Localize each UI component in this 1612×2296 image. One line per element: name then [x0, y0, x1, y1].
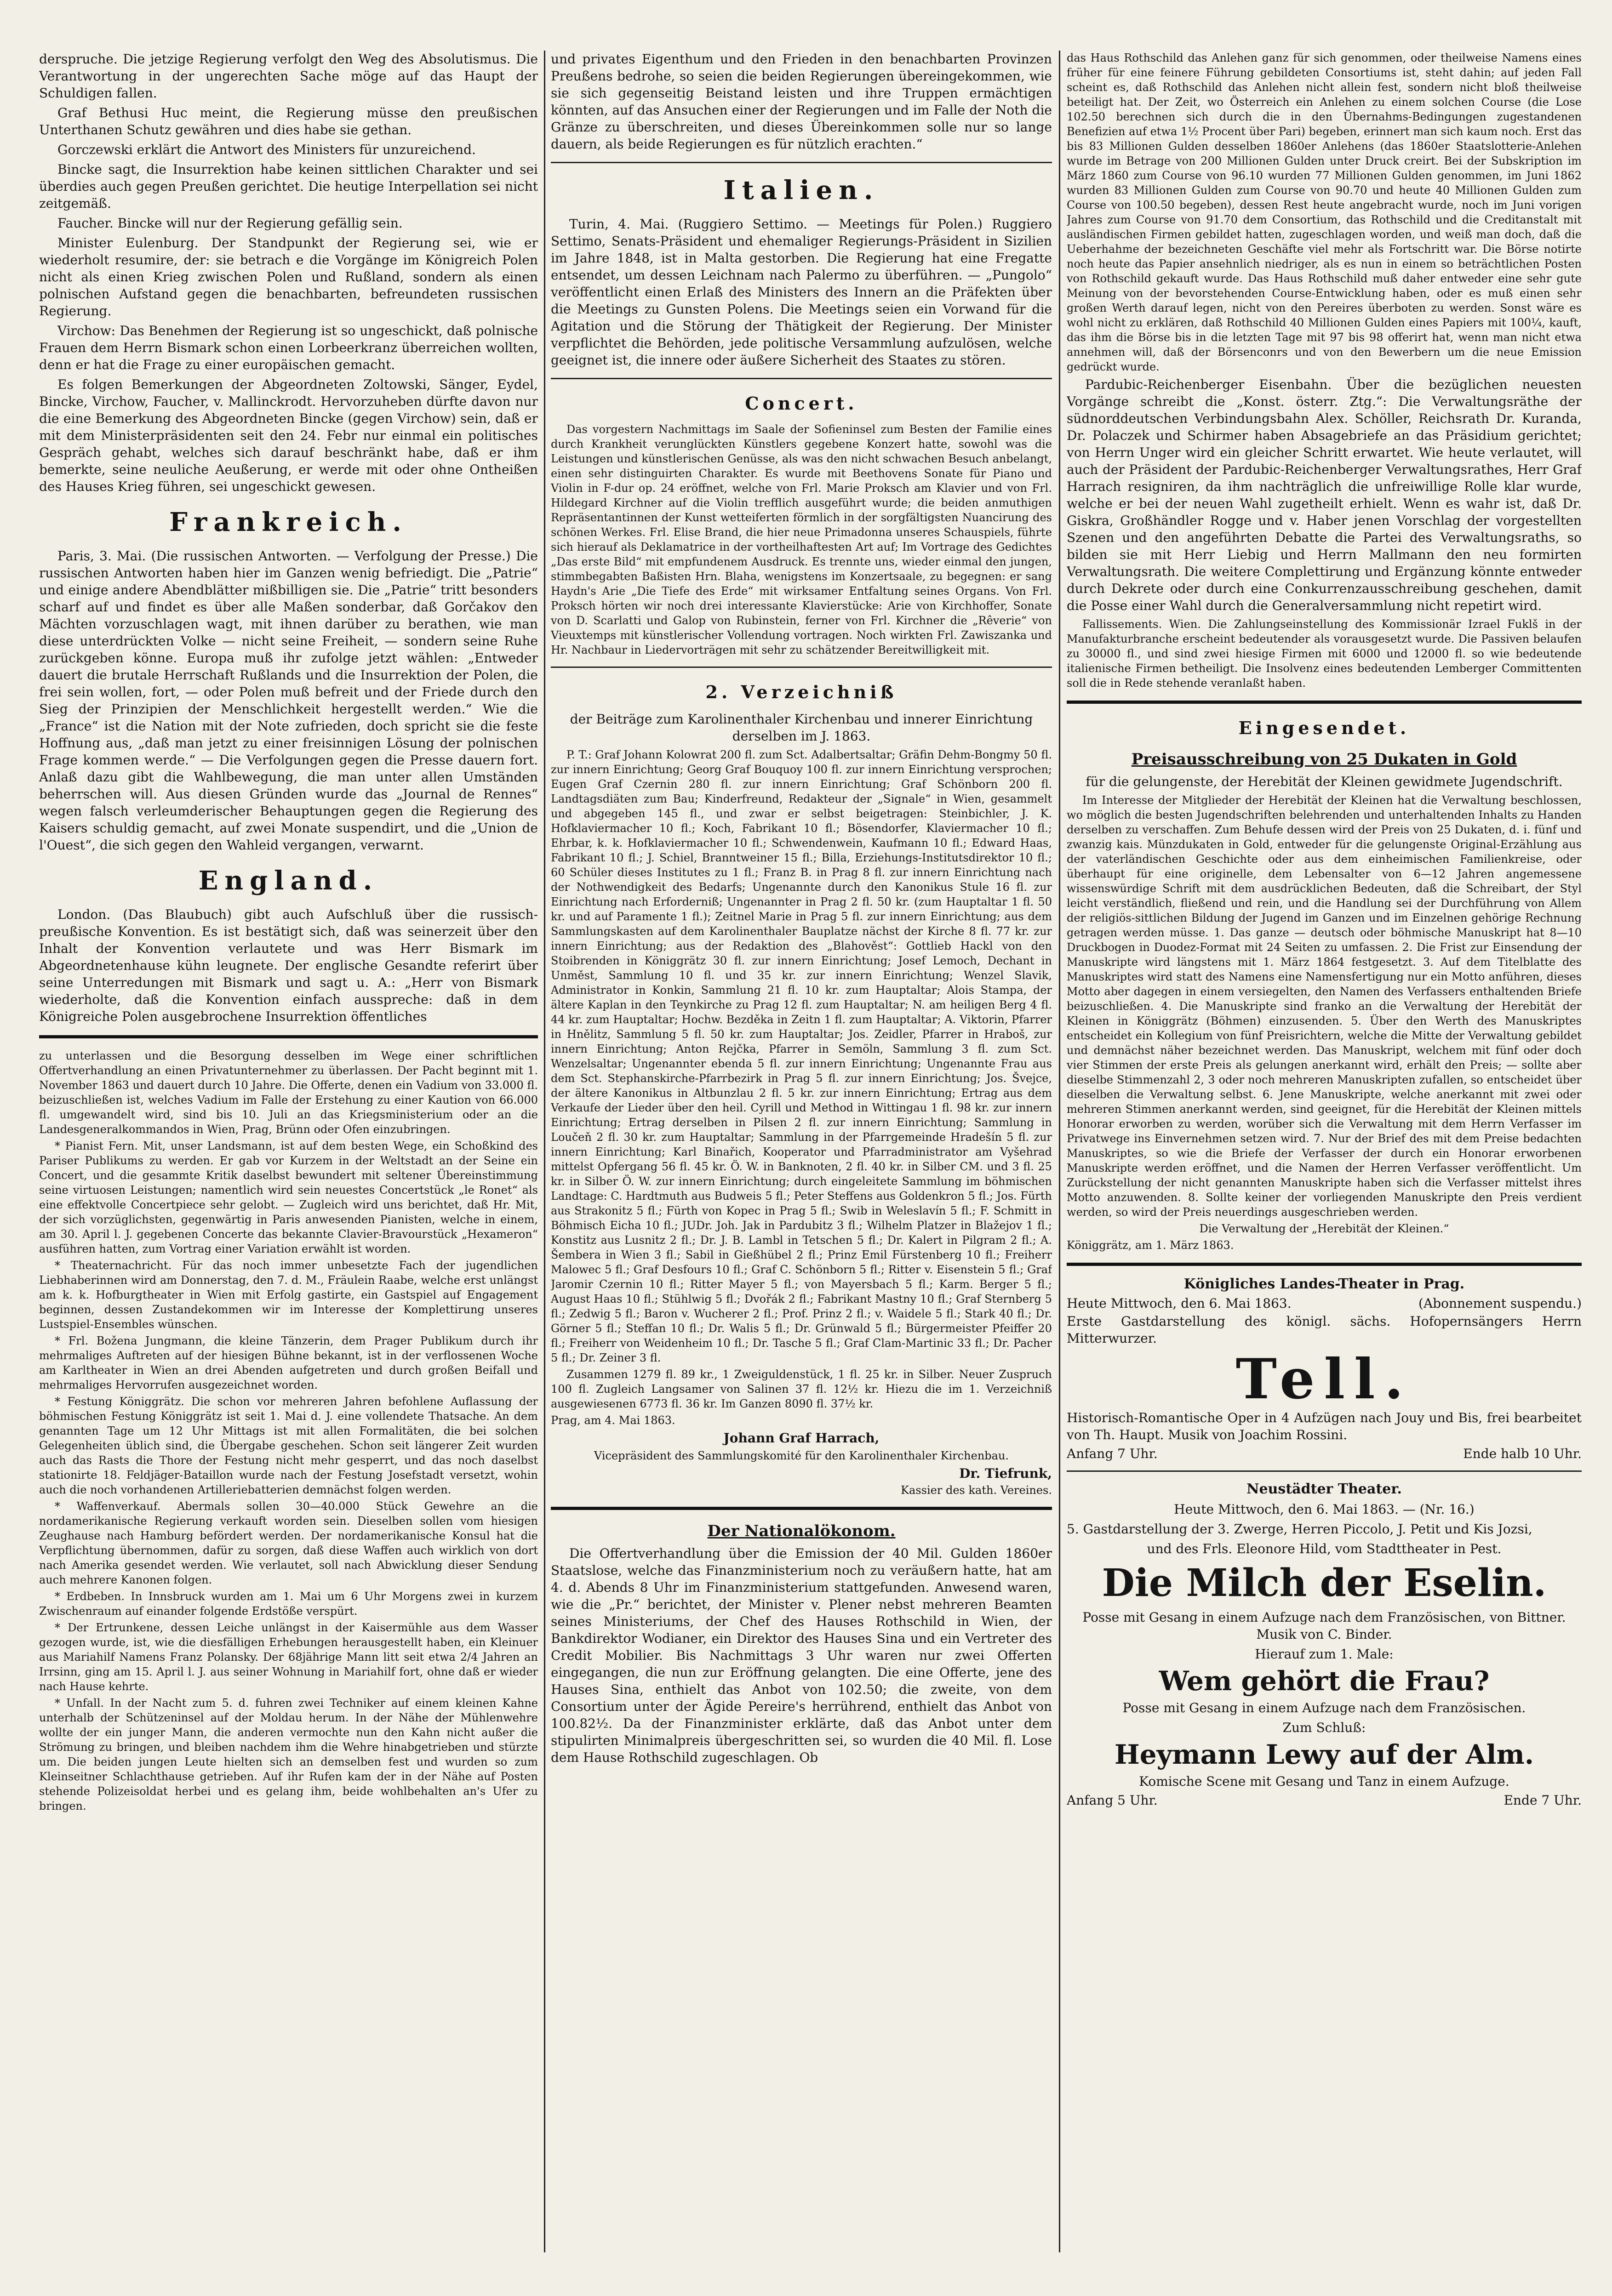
play-description: Posse mit Gesang in einem Aufzuge nach dem Französischen.	[1122, 1700, 1526, 1715]
theater-date: Heute Mittwoch, den 6. Mai 1863.	[1067, 1296, 1292, 1311]
section-heading-italien: Italien.	[723, 175, 880, 205]
theater-date: Heute Mittwoch, den 6. Mai 1863. — (Nr. 16.)	[1174, 1502, 1475, 1517]
news-item: * Theaternachricht. Für das noch immer unbesetzte Fach der jugendlichen Liebhaberinnen wird am Donnerstag, den 7. d. M., Fräulein Raabe, welche erst unlängst am k. k. Hofburgtheater in Wien mit Erfolg gastirte, ein Gastspiel auf Engagement beginnen, dessen Zustandekommen wir im Interesse der Komplettirung unseres Lustspiel-Ensembles wünschen.	[39, 1259, 538, 1331]
news-item: * Der Ertrunkene, dessen Leiche unlängst in der Kaisermühle aus dem Wasser gezogen wurde, ist, wie die diesfälligen Erhebungen herausgestellt haben, ein Kleinuer aus Mariahilf Namens Franz Polansky. Der 68jährige Mann litt seit etwa 2/4 Jahren an Irrsinn, ging am 15. April l. J. aus seiner Wohnung in Mariahilf fort, ohne daß er wieder nach Hause kehrte.	[39, 1621, 538, 1693]
paragraph: Gorczewski erklärt die Antwort des Ministers für unzureichend.	[57, 142, 476, 157]
divider	[551, 162, 1052, 163]
date-line: Königgrätz, am 1. März 1863.	[1067, 1239, 1234, 1252]
section-heading-frankreich: Frankreich.	[169, 507, 408, 537]
end-time: Ende halb 10 Uhr.	[1463, 1446, 1582, 1461]
section-divider	[1067, 1263, 1582, 1266]
signature-role: Vicepräsident des Sammlungskomité für den Karolinenthaler Kirchenbau.	[594, 1449, 1009, 1462]
paragraph: und privates Eigenthum und den Frieden in den benachbarten Provinzen Preußens bedrohe, so seien die beiden Regierungen übereingekommen, wie sie sich gegenseitig Beistand leisten und ihre Truppen ermächtigen könnten, auf das Ansuchen einer der Regierungen und im Falle der Noth die Gränze zu überschreiten, und dieses Übereinkommen solle nur so lange dauern, als beide Regierungen es für nützlich erachten.“	[551, 51, 1052, 152]
paragraph: Minister Eulenburg. Der Standpunkt der Regierung sei, wie er wiederholt resumire, der: sie betrach e die Vorgänge im Königreich Polen nicht als einen Krieg zwischen Polen und Rußland, sondern als einen polnischen Aufstand gegen die benachbarten, befreundeten russischen Regierung.	[39, 235, 538, 319]
column-2	[551, 51, 1052, 2252]
paragraph: Fallissements. Wien. Die Zahlungseinstellung des Kommissionär Izrael Fuklš in der Manufakturbranche erscheint bedeutender als vorausgesetzt wurde. Die Passiven belaufen zu 30000 fl., und sind zwei hiesige Firmen mit 6000 und 12000 fl. so wie bedeutende italienische Firmen betheiligt. Die Insolvenz eines bedeutenden Lemberger Committenten soll die in Rede stehende veranlaßt haben.	[1067, 618, 1582, 689]
time-row	[1067, 1446, 1582, 1461]
abonnement-note: (Abonnement suspendu.)	[1418, 1296, 1582, 1311]
section-divider	[39, 1035, 538, 1038]
prize-subtitle: für die gelungenste, der Herebität der Kleinen gewidmete Jugendschrift.	[1086, 774, 1563, 789]
paragraph: Virchow: Das Benehmen der Regierung ist so ungeschickt, daß polnische Frauen dem Herrn Bismark schon einen Lorbeerkranz überreichen wollten, denn er hat die Frage zu einer europäischen gemacht.	[39, 323, 538, 372]
section-divider	[1067, 701, 1582, 704]
news-item: * Waffenverkauf. Abermals sollen 30—40.000 Stück Gewehre an die nordamerikanische Regierung verkauft worden sein. Dieselben sollen vom hiesigen Zeughause nach Hamburg befördert werden. Der nordamerikanische Konsul hat die Verpflichtung übernommen, dafür zu sorgen, daß diese Waffen auch wirklich von dort nach Amerika gesendet werden. Wie verlautet, soll nach Abwicklung dieser Sendung auch mehrere Kanonen folgen.	[39, 1500, 538, 1586]
section-heading-concert: Concert.	[745, 393, 858, 414]
section-heading-england: England.	[198, 866, 379, 896]
guest-line: 5. Gastdarstellung der 3. Zwerge, Herren Piccolo, J. Petit und Kis Jozsi,	[1067, 1521, 1532, 1537]
paragraph: Das vorgestern Nachmittags im Saale der Sofieninsel zum Besten der Familie eines durch Krankheit verunglückten Künstlers gegebene Konzert hatte, sowohl was die Leistungen und künstlerischen Genüsse, als was den nicht schwachen Besuch anbelangt, einen sehr distinguirten Charakter. Es wurde mit Beethovens Sonate für Piano und Violin in F-dur op. 24 eröffnet, welche von Frl. Marie Proksch am Klavier und von Frl. Hildegard Kirchner auf die Violin trefflich ausgeführt wurde; die beiden anmuthigen Repräsentantinnen der Kunst wetteiferten förmlich in der sorgfältigsten Nuancirung des schönen Werkes. Frl. Elise Brand, die hier neue Primadonna unseres Schauspiels, führte sich hierauf als Deklamatrice in der vortheilhaftesten Art auf; Im Vortrage des Gedichtes „Das erste Bild“ mit empfundenem Ausdruck. Es trennte uns, wieder einmal den jungen, stimmbegabten Baßisten Hrn. Blaha, wenigstens im Konzertsaale, zu begegnen: er sang Haydn's Arie „Die Tiefe des Erde“ mit wirksamer Entfaltung seines Organs. Von Frl. Proksch hörten wir noch drei interessante Klavierstücke: Arie von Kirchhoffer, Sonate von D. Scarlatti und Galop von Rubinstein, ferner von Frl. Kirchner die „Rêverie“ von Vieuxtemps mit künstlerischer Vollendung vortragen. Noch wirkten Frl. Zawiszanka und Hr. Nachbaur in Liedervorträgen mit sehr zu schätzender Bereitwilligkeit mit.	[551, 423, 1052, 656]
news-item: zu unterlassen und die Besorgung desselben im Wege einer schriftlichen Offertverhandlung an einen Privatunternehmer zu überlassen. Der Pacht beginnt mit 1. November 1863 und dauert durch 10 Jahre. Die Offerte, denen ein Vadium von 33.000 fl. beizuschließen ist, welches Vadium im Falle der Erstehung zu einer Kaution von 66.000 fl. umgewandelt wird, sind bis 10. Juli an das Kriegsministerium oder an die Landesgeneralkommandos in Wien, Prag, Brünn oder Ofen einzubringen.	[39, 1049, 538, 1136]
divider	[551, 667, 1052, 668]
paragraph: Graf Bethusi Huc meint, die Regierung müsse den preußischen Unterthanen Schutz gewähren und dies habe sie gethan.	[39, 105, 538, 137]
date-line: Prag, am 4. Mai 1863.	[551, 1414, 675, 1427]
column-rule	[544, 51, 545, 2252]
paragraph: Es folgen Bemerkungen der Abgeordneten Zoltowski, Sänger, Eydel, Bincke, Virchow, Faucher, v. Mallinckrodt. Hervorzuheben dürfte davon nur die eine Bemerkung des Abgeordneten Bincke (gegen Virchow) sein, daß er mit dem Ministerpräsidenten seit den 24. Febr nur einmal ein politisches Gespräch gehabt, welches sich darauf beschränkt habe, daß er ihm bemerkte, seine neuliche Aeußerung, er werde mit oder ohne Ontheißen des Hauses Krieg führen, sei ungeschickt gewesen.	[39, 377, 538, 494]
column-3	[1067, 51, 1582, 2252]
play-title: Tell.	[1235, 1347, 1413, 1412]
news-item: * Frl. Božena Jungmann, die kleine Tänzerin, dem Prager Publikum durch ihr mehrmaliges Auftreten auf der hiesigen Bühne bekannt, ist in der verflossenen Woche am Karltheater in Wien an drei Abenden aufgetreten und durch großen Beifall und mehrmaliges Hervorrufen ausgezeichnet worden.	[39, 1334, 538, 1391]
guest-line: und des Frls. Eleonore Hild, vom Stadttheater in Pest.	[1147, 1541, 1502, 1556]
theater-heading: Königliches Landes-Theater in Prag.	[1183, 1276, 1465, 1292]
paragraph: derspruche. Die jetzige Regierung verfolgt den Weg des Absolutismus. Die Verantwortung in der ungerechten Sache möge auf das Haupt der Schuldigen fallen.	[39, 51, 538, 101]
program-note: Zum Schluß:	[1282, 1720, 1366, 1735]
play-description: Historisch-Romantische Oper in 4 Aufzügen nach Jouy und Bis, frei bearbeitet von Th. Haupt. Musik von Joachim Rossini.	[1067, 1410, 1582, 1442]
section-heading-national: Der Nationalökonom.	[707, 1522, 896, 1540]
section-divider	[551, 1507, 1052, 1510]
start-time: Anfang 5 Uhr.	[1067, 1793, 1158, 1808]
play-title: Wem gehört die Frau?	[1159, 1665, 1490, 1697]
theater-date-row	[1067, 1296, 1582, 1311]
news-item: * Unfall. In der Nacht zum 5. d. fuhren zwei Techniker auf einem kleinen Kahne unterhalb der Schützeninsel auf der Moldau herum. In der Nähe der Mühlenwehre wollte der ein junger Mann, die anderen vermochte nun den Kahn nicht außer die Strömung zu bringen, und bleiben nachdem ihm die Wehre hinabgetrieben und stürzte um. Die beiden jungen Leute hielten sich an demselben fest und wurden so zum Kleinseitner Schlachthause getrieben. Auf ihr Rufen kam der in der Nähe auf Posten stehende Polizeisoldat herbei und es gelang ihm, beide wohlbehalten an's Ufer zu bringen.	[39, 1697, 538, 1812]
paragraph: London. (Das Blaubuch) gibt auch Aufschluß über die russisch-preußische Konvention. Es ist bestätigt sich, daß was seinerzeit über den Inhalt der Konvention verlautete und was Herr Bismark im Abgeordnetenhause kühn leugnete. Der englische Gesandte referirt über seine Unterredungen mit Bismark und sagt u. A.: „Herr von Bismark wiederholte, daß die Konvention einfach ausspreche: daß in dem Königreiche Polen ausgebrochene Insurrektion öffentliches	[39, 907, 538, 1024]
news-item: * Festung Königgrätz. Die schon vor mehreren Jahren befohlene Auflassung der böhmischen Festung Königgrätz ist seit 1. Mai d. J. eine vollendete Thatsache. An dem genannten Tage um 12 Uhr Mittags ist mit allen Formalitäten, die bei solchen Gelegenheiten üblich sind, die Übergabe geschehen. Schon seit längerer Zeit wurden auch das Rasts die Thore der Festung nicht mehr gesperrt, und das noch daselbst stationirte 18. Feldjäger-Bataillon wurde nach der Festung Josefstadt versetzt, wohin auch die noch vorhandenen Artilleriebatterien demnächst folgen werden.	[39, 1395, 538, 1496]
news-item: * Erdbeben. In Innsbruck wurden am 1. Mai um 6 Uhr Morgens zwei in kurzem Zwischenraum auf einander folgende Erdstöße verspürt.	[39, 1590, 538, 1618]
signature: Johann Graf Harrach,	[723, 1430, 880, 1446]
paragraph: Pardubic-Reichenberger Eisenbahn. Über die bezüglichen neuesten Vorgänge schreibt die „Konst. österr. Ztg.“: Die Verwaltungsräthe der südnorddeutschen Verbindungsbahn Alex. Schöller, Reichsrath Dr. Kuranda, Dr. Polaczek und Schirmer haben Absagebriefe an das Präsidium gerichtet; von Herrn Unger wird ein gleicher Schritt erwartet. Wie heute verlautet, will auch der Präsident der Pardubic-Reichenberger Verwaltungsrathes, Herr Graf Harrach resigniren, da ihm nachträglich die unfreiwillige Rolle klar wurde, welche er bei der neuen Wahl zugetheilt erhielt. Wenn es wahr ist, daß Dr. Giskra, Großhändler Rogge und v. Haber jenen Vorschlag der vorgestellten Szenen und den angeführten Debatte die Partei des Verwaltungsraths, so bilden sie mit Herr Liebig und Herrn Mallmann den neu formirten Verwaltungsrath. Die weitere Complettirung und Ergänzung könnte entweder durch Dekrete oder durch eine Conkurrenzausschreibung geschehen, damit die Posse einer Wahl durch die Generalversammlung nicht repetirt wird.	[1067, 377, 1582, 613]
play-description: Posse mit Gesang in einem Aufzuge nach dem Französischen, von Bittner. Musik von C. Binder.	[1082, 1610, 1566, 1642]
program-note: Hierauf zum 1. Male:	[1255, 1647, 1394, 1662]
column-rule	[1059, 51, 1060, 2252]
paragraph: das Haus Rothschild das Anlehen ganz für sich genommen, oder theilweise Namens eines früher für eine feinere Führung gebildeten Consortiums ist, steht dahin; auf jeden Fall scheint es, daß Rothschild das Anlehen nicht allein fest, sondern nicht bloß theilweise beteiligt hat. Der Zeit, wo Österreich ein Anlehen zu einem solchen Course (die Lose 102.50 berechnen sich durch die in den Übernahms-Bedingungen zugestandenen Benefizien auf etwa 1½ Procent über Pari) begeben, erinnert man sich kaum noch. Erst das bis 83 Millionen Gulden desselben 1860er Anlehens (das 1860er Staatslotterie-Anlehen wurde im Betrage von 200 Millionen Gulden unter Druck creirt. Bei der Subskription im März 1860 zum Course von 96.10 wurden 77 Millionen Gulden genommen, im Juni 1862 wurden 83 Millionen Gulden zum Course von 90.70 und heute 40 Millionen Gulden zum Course von 100.50 begeben), dessen Rest heute angebracht wurde, noch im Juni vorigen Jahres zum Course von 91.70 dem Consortium, das Rothschild und die Creditanstalt mit ausländischen Firmen gebildet hatten, zugeschlagen worden, und weiß man doch, daß die Ueberhahme der bezeichneten Geschäfte viel mehr als Fortschritt war. Die Börse notirte noch heute das Papier ansehnlich niedriger, als es nun in einem so beträchtlichen Posten von Rothschild gekauft wurde. Das Haus Rothschild muß daher entweder eine sehr gute Meinung von der bevorstehenden Course-Entwicklung haben, oder es muß einen sehr großen Werth darauf legen, nicht von den Pereires überboten zu werden. Sonst wäre es wohl nicht zu erklären, daß Rothschild 40 Millionen Gulden eines Papiers mit 100¼, kauft, das ihm die Börse bis in die letzten Tage mit 97 bis 98 offerirt hat, wenn man nicht etwa annehmen will, daß der Börsenconrs und von den Bewerbern um die neue Emission gedrückt wurde.	[1067, 51, 1582, 373]
news-item: * Pianist Fern. Mit, unser Landsmann, ist auf dem besten Wege, ein Schoßkind des Pariser Publikums zu werden. Er gab vor Kurzem in der Weltstadt an der Seine ein Concert, und die gesammte Kritik daselbst bewundert mit seltener Übereinstimmung seine virtuosen Leistungen; namentlich wird sein neuestes Concertstück „le Ronet“ als eine effektvolle Concertpiece sehr gelobt. — Zugleich wird uns berichtet, daß Hr. Mit, der sich vorzüglichsten, gegenwärtig in Paris anwesenden Pianisten, welche in einem, am 30. April l. J. gegebenen Concerte das bekannte Clavier-Bravourstück „Hexameron“ ausführen hatten, zum Vortrag einer Variation erwählt ist worden.	[39, 1139, 538, 1255]
paragraph: Faucher. Bincke will nur der Regierung gefällig sein.	[57, 216, 403, 231]
guest-line: Erste Gastdarstellung des königl. sächs. Hofopernsängers Herrn Mitterwurzer.	[1067, 1314, 1582, 1346]
paragraph: Turin, 4. Mai. (Ruggiero Settimo. — Meetings für Polen.) Ruggiero Settimo, Senats-Präsident und ehemaliger Regierungs-Präsident in Sizilien im Jahre 1848, ist in Malta gestorben. Die Regierung hat eine Fregatte entsendet, um dessen Leichnam nach Palermo zu überführen. — „Pungolo“ veröffentlicht einen Erlaß des Ministers des Innern an die Präfekten über die Meetings zu Gunsten Polens. Die Meetings seien ein Vorwand für die Agitation und die Störung der Thätigkeit der Regierung. Der Minister verpflichtet die Behörden, jede politische Versammlung aufzulösen, welche geeignet ist, die innere oder äußere Sicherheit des Staates zu stören.	[551, 216, 1052, 368]
column-1	[39, 51, 538, 2252]
theater-heading: Neustädter Theater.	[1246, 1481, 1402, 1497]
subtitle: der Beiträge zum Karolinenthaler Kirchenbau und innerer Einrichtung derselben im J. 1863.	[570, 712, 1033, 744]
divider	[551, 378, 1052, 379]
donation-sum: Zusammen 1279 fl. 89 kr., 1 Zweiguldenstück, 1 fl. 25 kr. in Silber. Neuer Zuspruch 100 fl. Zugleich Langsamer von Salinen 37 fl. 12½ kr. Hiezu die im 1. Verzeichniß ausgewiesenen 6773 fl. 36 kr. Im Ganzen 8090 fl. 37½ kr.	[551, 1368, 1052, 1410]
play-description: Komische Scene mit Gesang und Tanz in einem Aufzuge.	[1139, 1774, 1509, 1789]
start-time: Anfang 7 Uhr.	[1067, 1446, 1158, 1461]
prize-text: Im Interesse der Mitglieder der Herebität der Kleinen hat die Verwaltung beschlossen, wo möglich die besten Jugendschriften belehrenden und unterhaltenden Inhalts zu Handen derselben zu verschaffen. Zum Behufe dessen wird der Preis von 25 Dukaten, d. i. fünf und zwanzig kais. Münzdukaten in Gold, entweder für die gelungenste Original-Erzählung aus der vaterländischen Geschichte oder aus dem einheimischen Familienkreise, oder überhaupt für eine originelle, dem Lebensalter von 6—12 Jahren angemessene wissenswürdige Schrift mit dem ausdrücklichen Bedeuten, daß die Schreibart, der Styl leicht verständlich, fließend und rein, und die Handlung sei der Durchführung von Allem der religiös-sittlichen Bildung der Jugend im Ganzen und im Einzelnen gehörige Rechnung getragen werden müsse. 1. Das ganze — deutsch oder böhmische Manuskript hat 8—10 Druckbogen in Duodez-Format mit 24 Seiten zu umfassen. 2. Die Frist zur Einsendung der Manuskripte wird längstens mit 1. März 1864 festgesetzt. 3. Auf dem Titelblatte des Manuskriptes wird statt des Namens eine Namensfertigung nur ein Motto anführen, dieses Motto aber dagegen in einem versiegelten, den Namen des Verfassers enthaltenden Briefe beizuschließen. 4. Die Manuskripte sind franko an die Verwaltung der Herebität der Kleinen in Königgrätz (Böhmen) einzusenden. 5. Über den Werth des Manuskriptes entscheidet ein Kollegium von fünf Preisrichtern, welche die Mitte der Verwaltung gebildet und demnächst näher bezeichnet werden. Das Manuskript, welchem mit fünf oder doch vier Stimmen der erste Preis als gelungen anerkannt wird, erhält den Preis; — sollte aber dieselbe Stimmenzahl 2, 3 oder noch mehreren Manuskripten zufallen, so entscheidet über dieselben die Verwaltung selbst. 6. Jene Manuskripte, welche anerkannt mit zwei oder mehreren Stimmen anerkannt werden, sind geeignet, für die Herebität der Kleinen mittels Honorar erworben zu werden, worüber sich die Verwaltung mit dem Herrn Verfasser im Privatwege ins Einvernehmen setzen wird. 7. Nur der Brief des mit dem Preise bedachten Manuskriptes, so wie die Briefe der Verfasser der durch ein Honorar erworbenen Manuskripte werden eröffnet, und die Namen der Herren Verfasser veröffentlicht. Um Zurückstellung der nicht genannten Manuskripte haben sich die Verfasser mittelst ihres Motto anzuwenden. 8. Sollte keiner der vorliegenden Manuskripte den Preis verdient werden, so wird der Preis neuerdings ausgeschrieben werden.	[1067, 794, 1582, 1219]
prize-heading: Preisausschreibung von 25 Dukaten in Gold	[1131, 750, 1517, 769]
paragraph: Die Offertverhandlung über die Emission der 40 Mil. Gulden 1860er Staatslose, welche das Finanzministerium noch zu veräußern hatte, hat am 4. d. Abends 8 Uhr im Finanzministerium stattgefunden. Anwesend waren, wie die „Pr.“ berichtet, der Minister v. Plener nebst mehreren Beamten seines Ministeriums, der Chef des Hauses Rothschild in Wien, der Bankdirektor Wodianer, ein Direktor des Hauses Sina und ein Vertreter des Credit Mobilier. Bis Nachmittags 3 Uhr waren nur zwei Offerten eingegangen, die nun zur Eröffnung gelangten. Die eine Offerte, jene des Hauses Sina, enthielt das Anbot von 102.50; die zweite, von dem Consortium unter der Ägide Pereire's herrührend, enthielt das Anbot von 100.82½. Da der Finanzminister erklärte, daß das Anbot unter dem stipulirten Minimalpreis übergeschritten sei, so wurden die 40 Mil. fl. Lose dem Hause Rothschild zugeschlagen. Ob	[551, 1546, 1052, 1765]
play-title: Heymann Lewy auf der Alm.	[1114, 1739, 1534, 1770]
section-heading-eingesendet: Eingesendet.	[1238, 718, 1410, 738]
time-row	[1067, 1793, 1582, 1808]
divider	[1067, 1470, 1582, 1472]
signature-role: Kassier des kath. Vereines.	[901, 1484, 1052, 1497]
signature: Die Verwaltung der „Herebität der Kleinen.“	[1199, 1222, 1449, 1235]
section-heading-verzeichnis: 2. Verzeichniß	[705, 682, 897, 702]
paragraph: Bincke sagt, die Insurrektion habe keinen sittlichen Charakter und sei überdies auch gegen Preußen gerichtet. Die heutige Interpellation sei nicht zeitgemäß.	[39, 162, 538, 211]
end-time: Ende 7 Uhr.	[1503, 1793, 1582, 1808]
paragraph: Paris, 3. Mai. (Die russischen Antworten. — Verfolgung der Presse.) Die russischen Antworten haben hier im Ganzen wenig befriedigt. Die „Patrie“ und einige andere Abendblätter mißbilligen sie. Die „Patrie“ tritt besonders scharf auf und findet es über alle Maßen sonderbar, daß Gorčakov den Mächten vorzuschlagen wagt, mit ihnen darüber zu berathen, wie man diese unterdrückten Volke — nicht seine Freiheit, — sondern seine Ruhe zurückgeben könne. Europa muß ihr zufolge jetzt wählen: „Entweder dauert die brutale Herrschaft Rußlands und die Insurrektion der Polen, die frei sein wollen, fort, — oder Polen muß befreit und der Friede durch den Sieg der Prinzipien der Menschlichkeit hergestellt werden.“ Wie die „France“ ist die Nation mit der Note zufrieden, doch spricht sie die feste Hoffnung aus, „daß man jetzt zu einer freisinnigen Lösung der polnischen Frage kommen werde.“ — Die Verfolgungen gegen die Presse dauern fort. Anlaß dazu gibt die Wahlbewegung, die man unter allen Umständen beherrschen will. Aus diesen Gründen wurde das „Journal de Rennes“ wegen falsch verleumderischer Behauptungen gegen die Regierung des Kaisers schuldig gemacht, auf zwei Monate suspendirt, und die „Union de l'Ouest“, die sich gegen den Wahleid vergangen, verwarnt.	[39, 548, 538, 853]
signature: Dr. Tiefrunk,	[959, 1466, 1052, 1481]
play-title: Die Milch der Eselin.	[1102, 1561, 1547, 1605]
donation-list: P. T.: Graf Johann Kolowrat 200 fl. zum Sct. Adalbertsaltar; Gräfin Dehm-Bongmy 50 fl. zur innern Einrichtung; Georg Graf Bouquoy 100 fl. zur innern Einrichtung versprochen; Eugen Graf Czernin 280 fl. zur innern Einrichtung; Graf Schönborn 200 fl. Landtagsdiäten zum Bau; Kinderfreund, Redakteur der „Signale“ in Wien, gesammelt und abgegeben 145 fl., und zwar er selbst beigetragen: Steinbichler, J. K. Hofklaviermacher 10 fl.; Koch, Fabrikant 10 fl.; Bösendorfer, Klaviermacher 10 fl.; Ehrbar, k. k. Hofklaviermacher 10 fl.; Schwendenwein, Kaufmann 10 fl.; Edward Haas, Fabrikant 10 fl.; J. Schiel, Branntweiner 15 fl.; Billa, Erziehungs-Institutsdirektor 10 fl.; 60 Schüler dieses Institutes zu 1 fl.; Franz B. in Prag 8 fl. zur innern Einrichtung nach der Nothwendigkeit des Bedarfs; Ungenannte durch den Kanonikus Stule 16 fl. zur Einrichtung nach Erforderniß; Ungenannter in Prag 2 fl. 50 kr. (zum Hauptaltar 1 fl. 50 kr. und auf Paramente 1 fl.); Zeitnel Marie in Prag 5 fl. zur innern Einrichtung; aus dem Sammlungskasten auf dem Karolinenthaler Bauplatze nächst der Kirche 8 fl. 77 kr. zur innern Einrichtung; aus der Redaktion des „Blahověst“: Gottlieb Hackl von den Stoibrenden in Königgrätz 30 fl. zur innern Einrichtung; Josef Lemoch, Dechant in Unměst, Sammlung 10 fl. und 35 kr. zur innern Einrichtung; Wenzel Slavik, Administrator in Konkin, Sammlung 21 fl. 10 kr. zum Hauptaltar; Alois Stampa, der ältere Kaplan in den Teynkirche zu Prag 12 fl. zum Hauptaltar; N. am heiligen Berg 4 fl. 44 kr. zum Hauptaltar; Hochw. Bezděka in Zeitn 1 fl. zum Hauptaltar; A. Viktorin, Pfarrer in Hnělitz, Sammlung 5 fl. 50 kr. zum Hauptaltar; Jos. Zeidler, Pfarrer in Hraboš, zur innern Einrichtung; Anton Rejčka, Pfarrer in Semöln, Sammlung 3 fl. zum Sct. Wenzelsaltar; Ungenannter ebenda 5 fl. zur innern Einrichtung; Ungenannte Frau aus dem Sct. Stephanskirche-Pfarrbezirk in Prag 5 fl. zur innern Einrichtung; Jos. Švejce, der ältere Kanonikus in Altbunzlau 2 fl. 5 kr. zur innern Einrichtung; Ertrag aus dem Verkaufe der Lieder über den heil. Cyrill und Method in Wittingau 1 fl. 98 kr. zur innern Einrichtung; Ertrag derselben in Pilsen 2 fl. zur innern Einrichtung; Sammlung in Loučeň 2 fl. 30 kr. zum Hauptaltar; Sammlung in der Pfarrgemeinde Hradešín 5 fl. zur innern Einrichtung; Karl Binařich, Kooperator und Pfarradministrator am Vyšehrad mittelst Opfergang 56 fl. 45 kr. Ö. W. in Banknoten, 2 fl. 40 kr. in Silber CM. und 3 fl. 25 kr. in Silber Ö. W. zur innern Einrichtung; durch eingeleitete Sammlung im böhmischen Landtage: C. Hardtmuth aus Budweis 5 fl.; Peter Steffens aus Goldenkron 5 fl.; Jos. Fürth aus Strakonitz 5 fl.; Fürth von Kopec in Prag 5 fl.; Swib in Weleslavín 5 fl.; F. Schmitt in Böhmisch Eicha 10 fl.; JUDr. Joh. Jak in Pardubitz 3 fl.; Wilhelm Platzer in Blažejov 1 fl.; Konstitz aus Lusnitz 2 fl.; Dr. J. B. Lambl in Tetschen 5 fl.; Dr. Kalert in Pilgram 2 fl.; A. Šembera in Wien 3 fl.; Sabil in Gießhübel 2 fl.; Prinz Emil Fürstenberg 10 fl.; Freiherr Malowec 5 fl.; Graf Desfours 10 fl.; Graf C. Schönborn 5 fl.; Ritter v. Eisenstein 5 fl.; Graf Jaromir Czernin 10 fl.; Ritter Mayer 5 fl.; von Mayersbach 5 fl.; Karm. Berger 5 fl.; August Haas 10 fl.; Stühlwig 5 fl.; Dvořák 2 fl.; Fabrikant Mastny 10 fl.; Graf Sternberg 5 fl.; Zedwig 5 fl.; Baron v. Wucherer 2 fl.; Prof. Prinz 2 fl.; v. Waidele 5 fl.; Stark 40 fl.; Dr. Görner 5 fl.; Steffan 10 fl.; Dr. Walis 5 fl.; Dr. Grünwald 5 fl.; Bürgermeister Pfeiffer 20 fl.; Freiherr von Weidenheim 10 fl.; Dr. Tasche 5 fl.; Graf Clam-Martinic 33 fl.; Dr. Pacher 5 fl.; Dr. Zeiner 3 fl.	[551, 748, 1052, 1364]
